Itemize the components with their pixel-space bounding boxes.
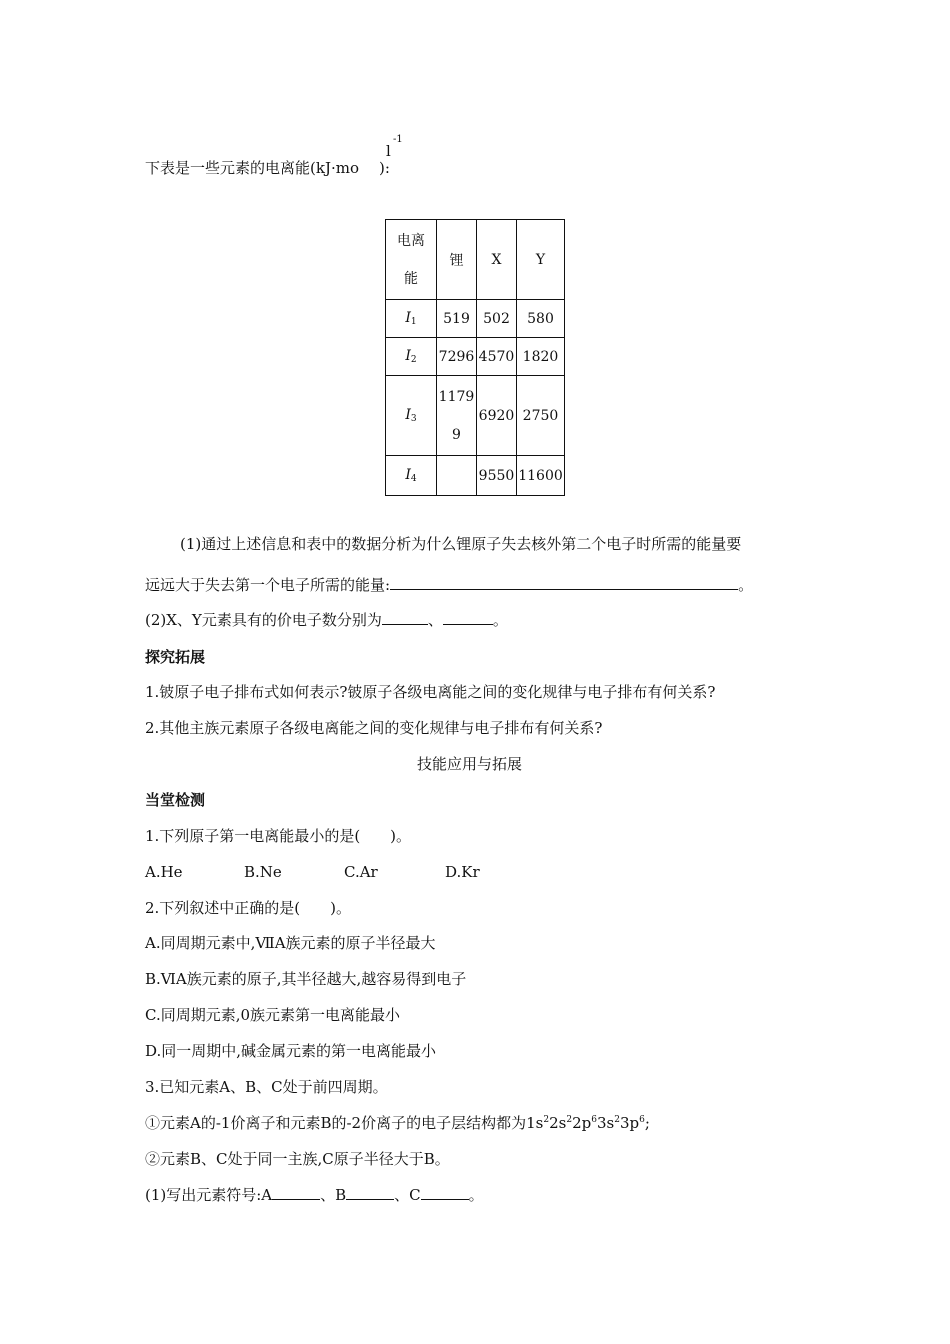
question-2 <box>145 610 508 630</box>
intro-text: 下表是一些元素的电离能(kJ·mo <box>145 159 359 177</box>
test-q2: 2.下列叙述中正确的是( )。 <box>145 899 352 917</box>
row-label: $I_4$ <box>386 456 437 496</box>
answer-blank-a[interactable] <box>272 1185 320 1200</box>
answer-blank-x[interactable] <box>382 610 428 625</box>
test-q2-option-c: C.同周期元素,0族元素第一电离能最小 <box>145 1006 401 1024</box>
row-label: $I_1$ <box>386 300 437 338</box>
table-row <box>386 456 565 496</box>
table-header-cell: Y <box>517 220 565 300</box>
test-q2-option-a: A.同周期元素中,ⅦA族元素的原子半径最大 <box>145 934 436 952</box>
table-cell: 7296 <box>437 338 477 376</box>
table-cell: 11600 <box>517 456 565 496</box>
test-q3: 3.已知元素A、B、C处于前四周期。 <box>145 1078 388 1096</box>
question-1-line1: (1)通过上述信息和表中的数据分析为什么锂原子失去核外第二个电子时所需的能量要 <box>180 535 742 553</box>
answer-blank-y[interactable] <box>443 610 493 625</box>
table-cell: 2750 <box>517 376 565 456</box>
table-row <box>386 376 565 456</box>
test-q3-sub-1 <box>145 1185 484 1205</box>
question-1-text: 远远大于失去第一个电子所需的能量: <box>145 576 391 594</box>
table-header-cell: 锂 <box>437 220 477 300</box>
question-1-line2 <box>145 575 753 595</box>
electron-config: $1s^22s^22p^63s^23p^6$ <box>526 1114 645 1132</box>
table-header-cell: 电离 能 <box>386 220 437 300</box>
answer-blank-b[interactable] <box>346 1185 394 1200</box>
table-cell: 9550 <box>477 456 517 496</box>
ionization-table <box>385 219 565 496</box>
table-header-row <box>386 220 565 300</box>
explore-item-2: 2.其他主族元素原子各级电离能之间的变化规律与电子排布有何关系? <box>145 719 603 737</box>
explore-item-1: 1.铍原子电子排布式如何表示?铍原子各级电离能之间的变化规律与电子排布有何关系? <box>145 683 716 701</box>
sub-1-end: 。 <box>468 1186 484 1204</box>
answer-blank-1[interactable] <box>390 575 738 590</box>
table-cell: 502 <box>477 300 517 338</box>
explore-heading: 探究拓展 <box>145 648 206 666</box>
answer-blank-c[interactable] <box>421 1185 469 1200</box>
test-q1: 1.下列原子第一电离能最小的是( )。 <box>145 827 412 845</box>
unit-l: l <box>386 142 391 160</box>
test-q2-option-b: B.ⅥA族元素的原子,其半径越大,越容易得到电子 <box>145 970 467 988</box>
option-d: D.Kr <box>445 863 480 881</box>
option-c: C.Ar <box>344 863 378 881</box>
option-b: B.Ne <box>244 863 282 881</box>
condition-1-end: ; <box>644 1114 650 1132</box>
table-cell: 6920 <box>477 376 517 456</box>
option-a: A.He <box>145 863 183 881</box>
test-q3-condition-2: ②元素B、C处于同一主族,C原子半径大于B。 <box>145 1150 450 1168</box>
table-row <box>386 300 565 338</box>
sub-1-c: 、C <box>394 1186 421 1204</box>
row-label: $I_2$ <box>386 338 437 376</box>
section-title: 技能应用与拓展 <box>417 755 523 773</box>
unit-exponent: -1 <box>393 134 403 145</box>
row-label: $I_3$ <box>386 376 437 456</box>
table-row <box>386 338 565 376</box>
question-2-end: 。 <box>492 611 508 629</box>
table-header-cell: X <box>477 220 517 300</box>
question-1-end: 。 <box>738 576 754 594</box>
sub-1-b: 、B <box>320 1186 347 1204</box>
intro-close: ): <box>378 159 390 177</box>
table-cell: 1179 9 <box>437 376 477 456</box>
table-cell: 580 <box>517 300 565 338</box>
table-cell: 519 <box>437 300 477 338</box>
test-q3-condition-1 <box>145 1113 650 1133</box>
question-2-text: (2)X、Y元素具有的价电子数分别为 <box>145 611 382 629</box>
table-cell: 1820 <box>517 338 565 376</box>
sub-1-text: (1)写出元素符号:A <box>145 1186 273 1204</box>
test-heading: 当堂检测 <box>145 791 206 809</box>
table-cell <box>437 456 477 496</box>
test-q2-option-d: D.同一周期中,碱金属元素的第一电离能最小 <box>145 1042 437 1060</box>
question-2-sep: 、 <box>427 611 443 629</box>
condition-1-text: ①元素A的-1价离子和元素B的-2价离子的电子层结构都为 <box>145 1114 527 1132</box>
intro-line <box>145 158 390 178</box>
table-cell: 4570 <box>477 338 517 376</box>
